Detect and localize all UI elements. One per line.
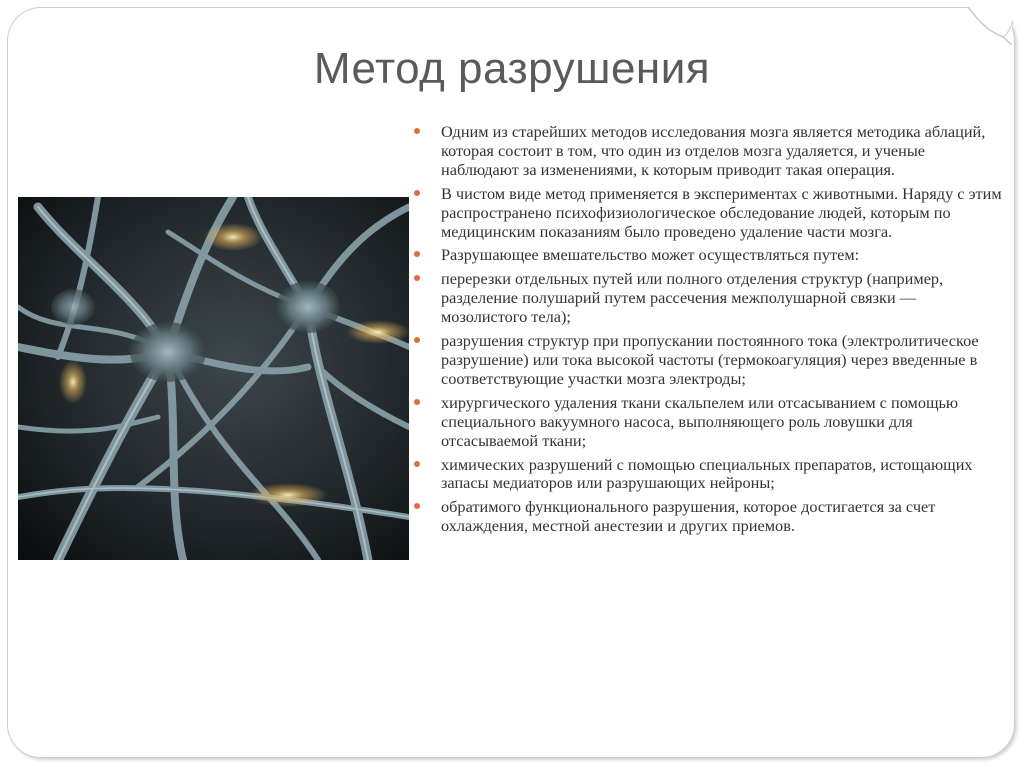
list-item bbox=[410, 332, 1006, 389]
bullet-text: хирургического удаления ткани скальпелем или отсасыванием с помощью специального вакуумного насоса, выполняющего роль ловушки для отсасываемой ткани; bbox=[441, 392, 959, 450]
bullet-icon bbox=[414, 503, 420, 509]
bullet-icon bbox=[414, 337, 420, 343]
bullet-icon bbox=[414, 399, 420, 405]
list-item bbox=[410, 270, 1006, 327]
slide-title: Метод разрушения bbox=[313, 44, 711, 93]
bullet-icon bbox=[414, 275, 420, 281]
bullet-text: Разрушающее вмешательство может осуществляться путем: bbox=[441, 245, 860, 265]
bullet-text: обратимого функционального разрушения, которое достигается за счет охлаждения, местной анестезии и других приемов. bbox=[441, 497, 936, 536]
list-item bbox=[410, 123, 1006, 180]
list-item bbox=[410, 456, 1006, 494]
bullet-icon bbox=[414, 190, 420, 196]
bullet-icon bbox=[414, 461, 420, 467]
bullet-text: разрушения структур при пропускании постоянного тока (электролитическое разрушение) или тока высокой частоты (термокоагуляция) через введенные в соответствующие участки мозга электроды; bbox=[441, 331, 979, 388]
neuron-illustration bbox=[18, 197, 409, 560]
list-item bbox=[410, 246, 1006, 265]
bullet-text: перерезки отдельных путей или полного отделения структур (например, разделение полушарий путем рассечения межполушарной связки — мозолистого тела); bbox=[441, 269, 944, 327]
bullet-text: химических разрушений с помощью специальных препаратов, истощающих запасы медиаторов или разрушающих нейроны; bbox=[441, 454, 973, 493]
list-item bbox=[410, 498, 1006, 536]
bullet-text: Одним из старейших методов исследования мозга является методика аблаций, которая состоит в том, что один из отделов мозга удаляется, и ученые наблюдают за изменениями, к которым приводит такая операция. bbox=[441, 122, 986, 179]
neuron-image bbox=[18, 197, 409, 560]
list-item bbox=[410, 394, 1006, 451]
bullet-icon bbox=[414, 251, 420, 257]
list-item bbox=[410, 185, 1006, 242]
bullet-icon bbox=[414, 128, 420, 134]
bullet-text: В чистом виде метод применяется в экспериментах с животными. Наряду с этим распространено психофизиологическое обследование людей, которым по медицинским показаниям было проведено удаление части мозга. bbox=[441, 183, 1002, 241]
bullet-list bbox=[410, 123, 1006, 541]
